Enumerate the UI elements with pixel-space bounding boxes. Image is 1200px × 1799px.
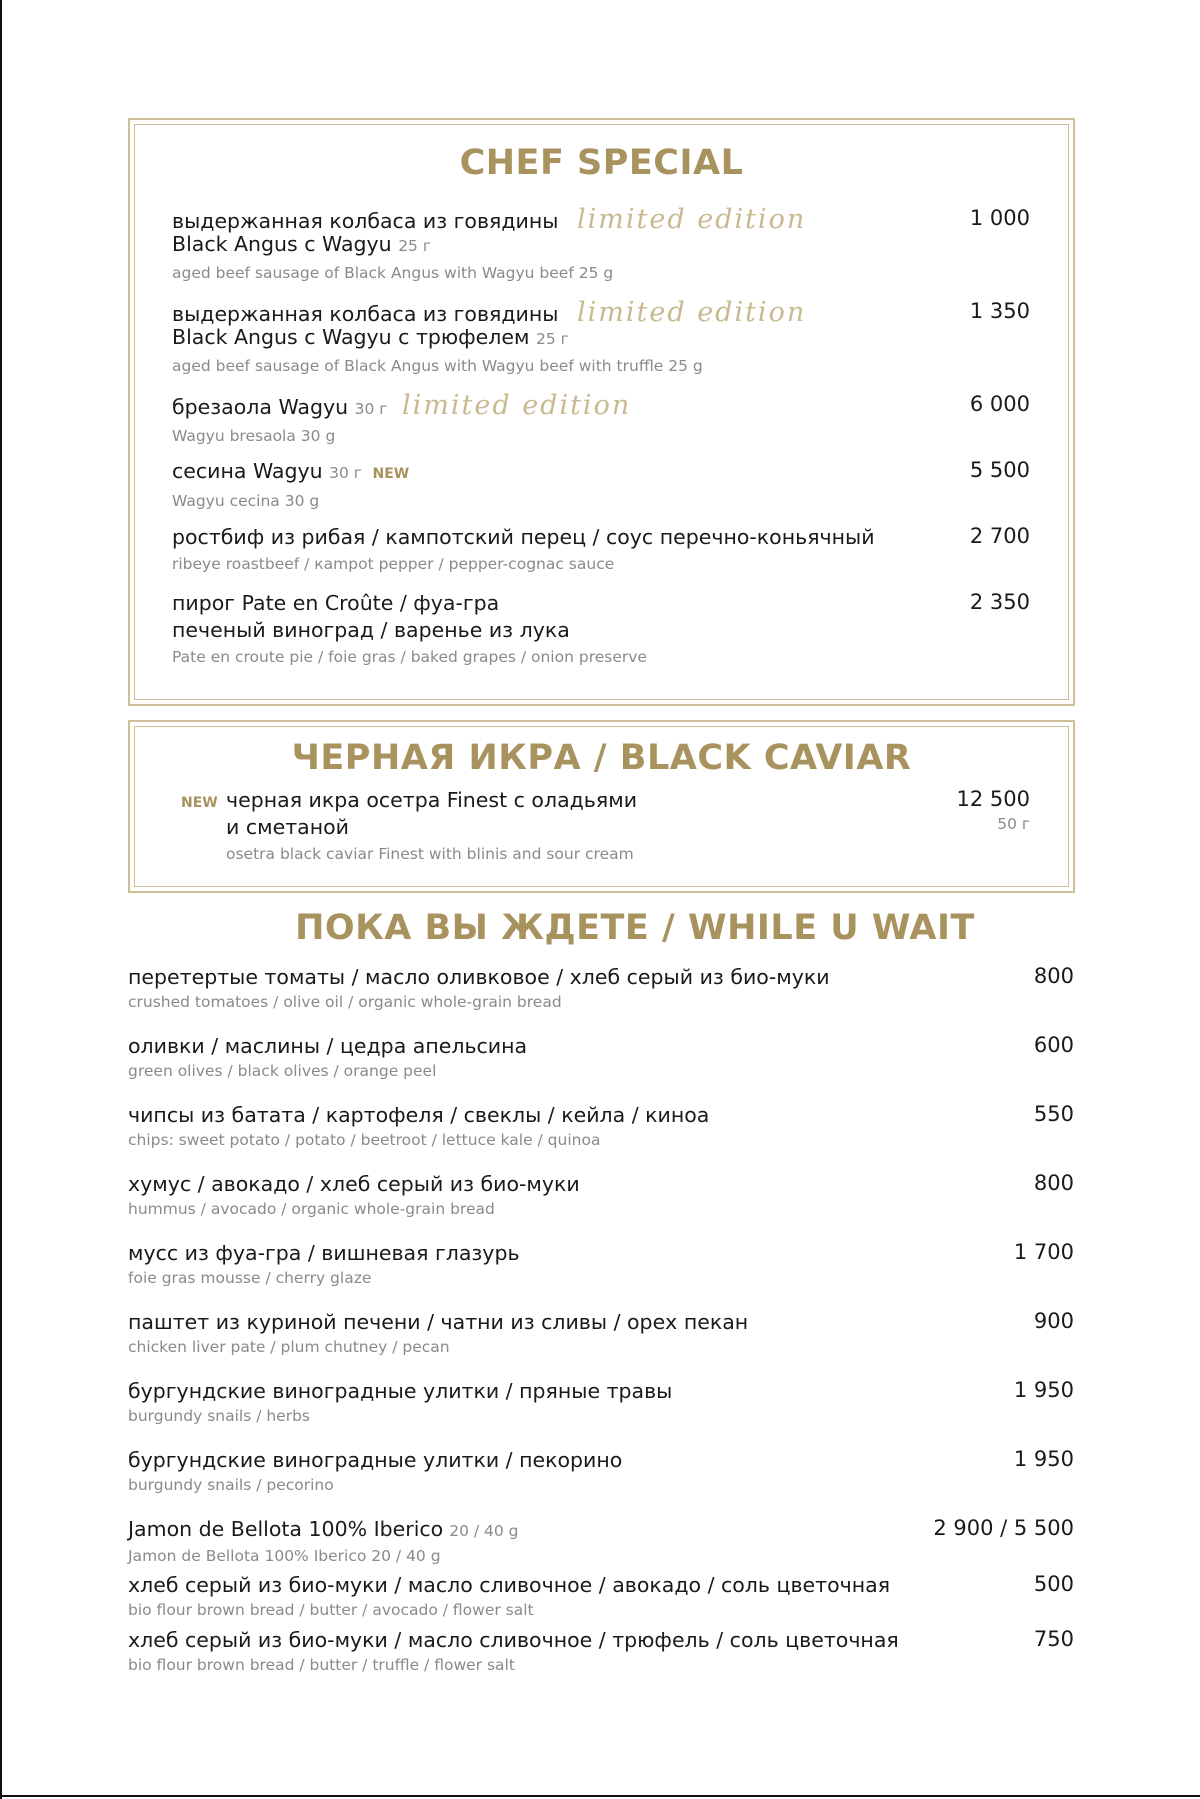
item-price: 550 xyxy=(1033,1102,1074,1126)
item-price: 6 000 xyxy=(969,392,1030,416)
menu-item xyxy=(226,787,637,865)
item-name-ru: Black Angus с Wagyu с трюфелем xyxy=(172,325,530,349)
item-name-ru: паштет из куриной печени / чатни из сливы / орех пекан xyxy=(128,1310,749,1334)
item-price: 1 000 xyxy=(969,206,1030,230)
item-name-ru: черная икра осетра Finest с оладьями xyxy=(226,788,638,812)
item-price: 750 xyxy=(1033,1627,1074,1651)
menu-item xyxy=(172,299,806,377)
item-name-en: burgundy snails / pecorino xyxy=(128,1476,334,1494)
item-name-ru: печеный виноград / варенье из лука xyxy=(172,618,570,642)
item-name-ru: хумус / авокадо / хлеб серый из био-муки xyxy=(128,1172,580,1196)
item-name-en: Wagyu bresaola 30 g xyxy=(172,427,336,445)
item-name-ru: хлеб серый из био-муки / масло сливочное / авокадо / соль цветочная xyxy=(128,1573,891,1597)
menu-item xyxy=(172,458,409,512)
item-name-en: aged beef sausage of Black Angus with Wagyu beef with truffle 25 g xyxy=(172,357,703,375)
item-weight: 20 / 40 g xyxy=(449,1522,519,1540)
item-price: 5 500 xyxy=(969,458,1030,482)
item-price: 600 xyxy=(1033,1033,1074,1057)
item-name-ru: бургундские виноградные улитки / пекорино xyxy=(128,1448,623,1472)
menu-item xyxy=(128,1516,519,1567)
menu-item xyxy=(128,1033,527,1082)
item-price: 500 xyxy=(1033,1572,1074,1596)
item-name-ru: оливки / маслины / цедра апельсина xyxy=(128,1034,528,1058)
new-badge: NEW xyxy=(181,795,218,811)
item-name-en: Pate en croute pie / foie gras / baked grapes / onion preserve xyxy=(172,648,647,666)
item-name-ru: Jamon de Bellota 100% Iberico xyxy=(128,1517,444,1541)
new-badge: NEW xyxy=(372,466,410,482)
item-name-en: Jamon de Bellota 100% Iberico 20 / 40 g xyxy=(128,1547,441,1565)
item-weight: 25 г xyxy=(536,330,569,348)
item-name-en: Wagyu cecina 30 g xyxy=(172,492,320,510)
item-name-ru: сесина Wagyu xyxy=(172,459,323,483)
item-name-en: foie gras mousse / cherry glaze xyxy=(128,1269,372,1287)
item-weight: 50 г xyxy=(997,815,1030,833)
menu-item xyxy=(128,1240,520,1289)
menu-item xyxy=(128,1378,672,1427)
item-name-ru: брезаола Wagyu xyxy=(172,395,349,419)
item-name-ru: бургундские виноградные улитки / пряные травы xyxy=(128,1379,673,1403)
item-name-en: chicken liver pate / plum chutney / pecan xyxy=(128,1338,450,1356)
item-name-en: crushed tomatoes / olive oil / organic whole-grain bread xyxy=(128,993,562,1011)
item-name-ru: хлеб серый из био-муки / масло сливочное / трюфель / соль цветочная xyxy=(128,1628,899,1652)
page-edge xyxy=(0,0,2,1799)
item-weight: 30 г xyxy=(329,464,362,482)
item-price: 1 950 xyxy=(1013,1447,1074,1471)
item-price: 800 xyxy=(1033,1171,1074,1195)
item-name-ru: выдержанная колбаса из говядины xyxy=(172,302,559,326)
menu-item xyxy=(172,392,631,447)
limited-edition-label: limited edition xyxy=(576,204,807,235)
item-name-ru: мусс из фуа-гра / вишневая глазурь xyxy=(128,1241,520,1265)
item-name-en: chips: sweet potato / potato / beetroot / lettuce kale / quinoa xyxy=(128,1131,601,1149)
menu-item xyxy=(128,1627,899,1676)
item-price: 2 900 / 5 500 xyxy=(933,1516,1074,1540)
page-edge xyxy=(0,1795,1200,1797)
item-name-ru: пирог Pate en Croûte / фуа-гра xyxy=(172,591,500,615)
menu-item xyxy=(128,1447,622,1496)
item-name-ru: ростбиф из рибая / кампотский перец / соус перечно-коньячный xyxy=(172,525,875,549)
item-name-ru: выдержанная колбаса из говядины xyxy=(172,209,559,233)
item-name-en: hummus / avocado / organic whole-grain bread xyxy=(128,1200,495,1218)
while-wait-title: ПОКА ВЫ ЖДЕТЕ / WHILE U WAIT xyxy=(295,908,975,948)
menu-item xyxy=(128,1171,580,1220)
item-weight: 30 г xyxy=(354,400,388,418)
limited-edition-label: limited edition xyxy=(401,390,632,421)
menu-item xyxy=(172,590,647,668)
menu-item xyxy=(172,206,806,284)
caviar-title: ЧЕРНАЯ ИКРА / BLACK CAVIAR xyxy=(291,738,912,778)
item-price: 1 700 xyxy=(1013,1240,1074,1264)
item-name-en: aged beef sausage of Black Angus with Wagyu beef 25 g xyxy=(172,264,614,282)
item-price: 1 950 xyxy=(1013,1378,1074,1402)
item-name-en: bio flour brown bread / butter / truffle / flower salt xyxy=(128,1656,515,1674)
item-price: 800 xyxy=(1033,964,1074,988)
item-price: 1 350 xyxy=(969,299,1030,323)
item-name-ru: чипсы из батата / картофеля / свеклы / кейла / киноа xyxy=(128,1103,710,1127)
item-price: 2 700 xyxy=(969,524,1030,548)
item-name-en: osetra black caviar Finest with blinis and sour cream xyxy=(226,845,634,863)
item-name-en: burgundy snails / herbs xyxy=(128,1407,310,1425)
limited-edition-label: limited edition xyxy=(576,297,807,328)
item-name-en: ribeye roastbeef / кampot pepper / pepper-cognac sauce xyxy=(172,555,615,573)
item-price: 900 xyxy=(1033,1309,1074,1333)
item-name-ru: перетертые томаты / масло оливковое / хлеб серый из био-муки xyxy=(128,965,830,989)
item-price: 12 500 xyxy=(956,787,1030,811)
menu-item xyxy=(128,964,830,1013)
chef-special-title: CHEF SPECIAL xyxy=(459,143,744,183)
item-price: 2 350 xyxy=(969,590,1030,614)
menu-item xyxy=(128,1102,709,1151)
menu-item xyxy=(128,1572,890,1621)
menu-item xyxy=(128,1309,748,1358)
item-name-en: bio flour brown bread / butter / avocado / flower salt xyxy=(128,1601,534,1619)
menu-item xyxy=(172,524,875,575)
item-name-ru: и сметаной xyxy=(226,815,349,839)
item-name-ru: Black Angus с Wagyu xyxy=(172,232,392,256)
item-name-en: green olives / black olives / orange peel xyxy=(128,1062,437,1080)
item-weight: 25 г xyxy=(398,237,431,255)
